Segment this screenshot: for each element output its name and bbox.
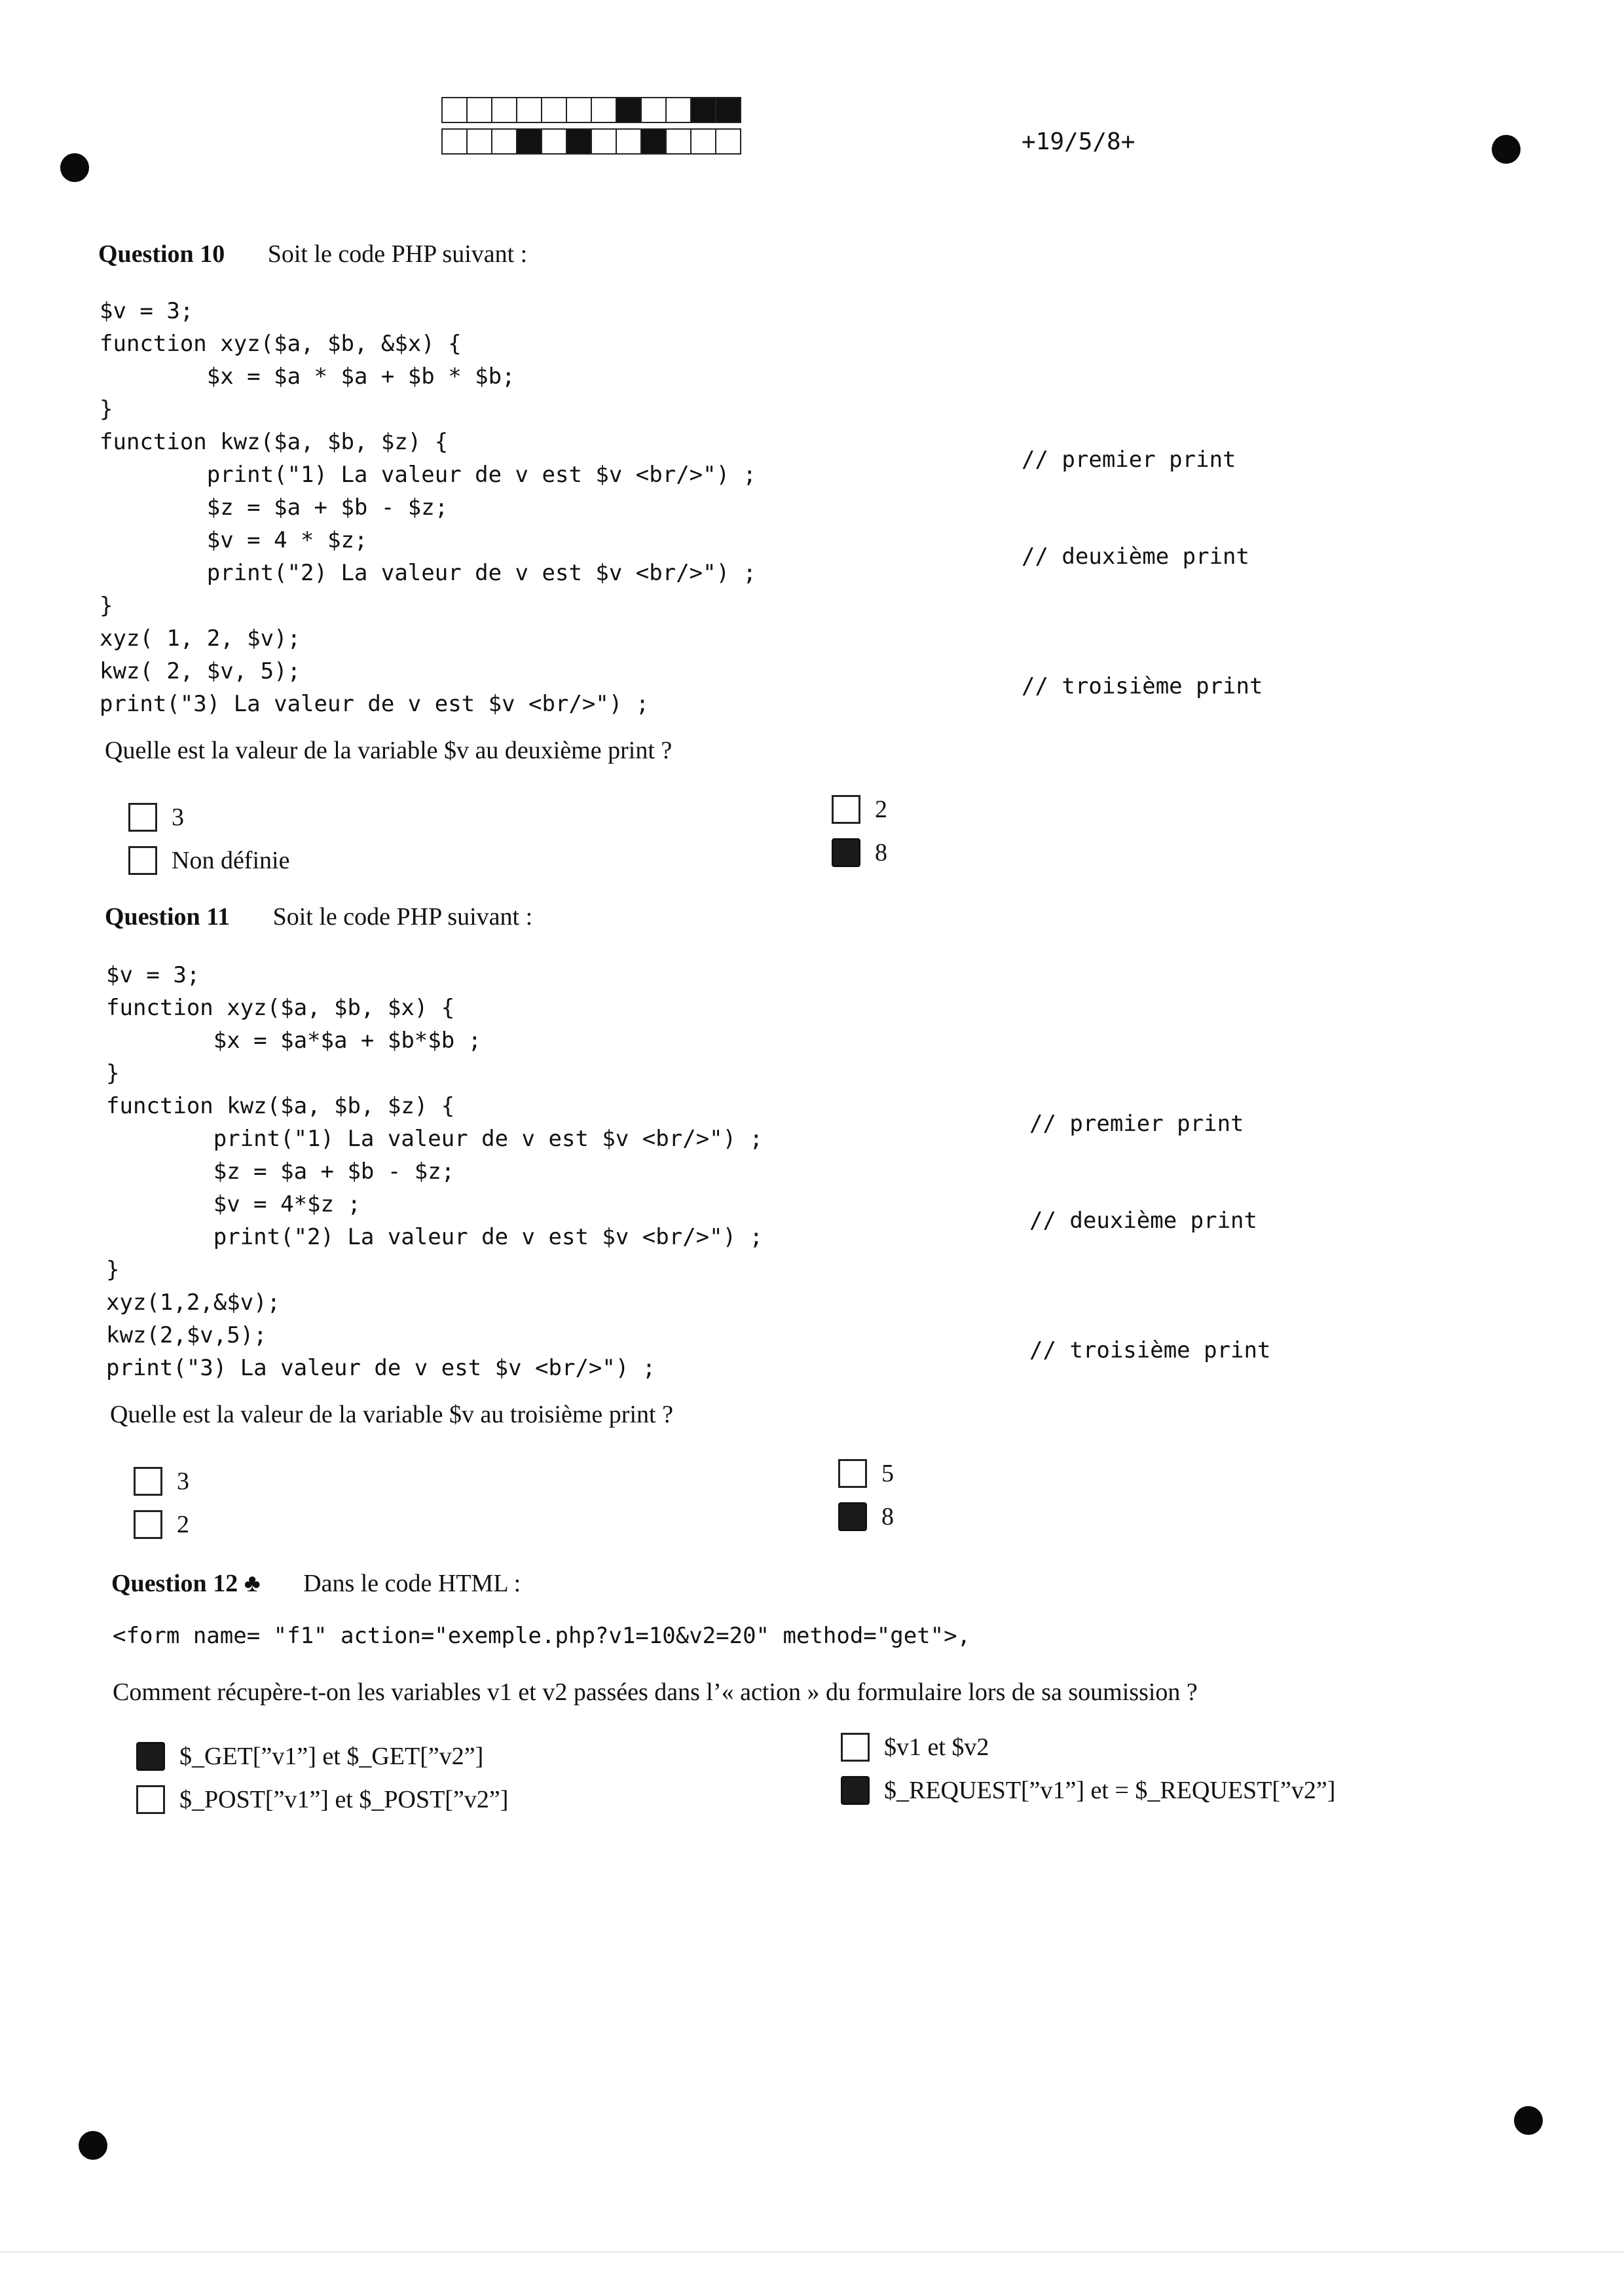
code-line: xyz(1,2,&$v);	[106, 1289, 281, 1316]
q12-question: Comment récupère-t-on les variables v1 et v2 passées dans l’« action » du formulaire lors de sa soumission ?	[113, 1678, 1198, 1706]
checkbox[interactable]	[128, 846, 157, 875]
code-box	[566, 97, 592, 123]
code-line: $v = 4 * $z;	[206, 527, 368, 553]
option-label: $_GET[”v1”] et $_GET[”v2”]	[179, 1743, 484, 1770]
checkbox[interactable]	[832, 838, 860, 867]
code-line: }	[100, 593, 113, 619]
code-line: kwz( 2, $v, 5);	[100, 658, 301, 684]
code-box	[541, 97, 567, 123]
checkbox[interactable]	[136, 1742, 165, 1771]
q11-option-2[interactable]	[134, 1510, 189, 1539]
code-line: $x = $a * $a + $b * $b;	[206, 363, 515, 390]
question-intro: Soit le code PHP suivant :	[267, 240, 528, 268]
code-line: }	[100, 396, 113, 422]
q11-question: Quelle est la valeur de la variable $v au troisième print ?	[110, 1401, 673, 1428]
option-label: $v1 et $v2	[884, 1733, 989, 1761]
code-line: function kwz($a, $b, $z) {	[100, 429, 449, 455]
question-11-header	[105, 902, 532, 931]
code-line: $x = $a*$a + $b*$b ;	[213, 1028, 482, 1054]
code-box	[690, 97, 716, 123]
question-number: Question 12 ♣	[111, 1570, 261, 1597]
option-label: 8	[875, 839, 887, 866]
question-intro: Dans le code HTML :	[303, 1570, 521, 1597]
code-box	[616, 128, 642, 155]
code-box	[441, 128, 468, 155]
q11-code-block	[106, 959, 763, 1384]
code-box	[516, 97, 542, 123]
checkbox[interactable]	[128, 803, 157, 832]
code-line: kwz(2,$v,5);	[106, 1322, 267, 1348]
code-line: $v = 3;	[100, 298, 194, 324]
checkbox[interactable]	[838, 1502, 867, 1531]
checkbox[interactable]	[134, 1467, 162, 1496]
checkbox[interactable]	[838, 1459, 867, 1488]
code-line: print("3) La valeur de v est $v <br/>") ;	[100, 691, 650, 717]
code-box	[516, 128, 542, 155]
checkbox[interactable]	[832, 795, 860, 824]
code-box	[640, 128, 667, 155]
code-line: function xyz($a, $b, $x) {	[106, 995, 455, 1021]
code-line: print("1) La valeur de v est $v <br/>") ;	[213, 1126, 764, 1152]
q10-option-2[interactable]	[832, 795, 887, 824]
code-line: print("3) La valeur de v est $v <br/>") ;	[106, 1355, 656, 1381]
option-label: 2	[177, 1511, 189, 1538]
q11-comment-deuxieme: // deuxième print	[1029, 1208, 1257, 1234]
registration-mark-bottom-left	[79, 2131, 107, 2160]
checkbox[interactable]	[841, 1776, 870, 1805]
student-code-row-2	[441, 128, 740, 155]
option-label: 5	[881, 1460, 894, 1487]
code-box	[441, 97, 468, 123]
code-box	[541, 128, 567, 155]
student-code-row-1	[441, 97, 740, 123]
registration-mark-top-right	[1492, 135, 1521, 164]
question-10-header	[98, 240, 527, 268]
code-box	[616, 97, 642, 123]
q10-question: Quelle est la valeur de la variable $v au deuxième print ?	[105, 737, 673, 764]
q11-option-5[interactable]	[838, 1459, 894, 1488]
option-label: $_POST[”v1”] et $_POST[”v2”]	[179, 1786, 509, 1813]
code-box	[591, 128, 617, 155]
code-line: print("1) La valeur de v est $v <br/>") ;	[206, 462, 757, 488]
question-number: Question 11	[105, 903, 231, 931]
q11-comment-troisieme: // troisième print	[1029, 1337, 1271, 1363]
checkbox[interactable]	[841, 1733, 870, 1762]
checkbox[interactable]	[134, 1510, 162, 1539]
registration-mark-top-left	[60, 153, 89, 182]
option-label: 3	[177, 1468, 189, 1495]
q10-option-non-definie[interactable]	[128, 846, 289, 875]
code-box	[665, 128, 692, 155]
option-label: 2	[875, 796, 887, 823]
q12-option-request[interactable]	[841, 1776, 1335, 1805]
q10-option-8[interactable]	[832, 838, 887, 867]
q10-comment-deuxieme: // deuxième print	[1022, 544, 1249, 570]
code-line: function kwz($a, $b, $z) {	[106, 1093, 455, 1119]
q12-code-line: <form name= "f1" action="exemple.php?v1=10&v2=20" method="get">,	[113, 1623, 971, 1649]
code-box	[466, 97, 492, 123]
code-line: function xyz($a, $b, &$x) {	[100, 331, 462, 357]
code-box	[566, 128, 592, 155]
code-line: $z = $a + $b - $z;	[213, 1158, 455, 1185]
code-line: xyz( 1, 2, $v);	[100, 625, 301, 652]
q11-comment-premier: // premier print	[1029, 1111, 1244, 1137]
q10-code-block	[100, 295, 756, 720]
question-intro: Soit le code PHP suivant :	[272, 903, 533, 931]
registration-mark-bottom-right	[1514, 2106, 1543, 2135]
option-label: 8	[881, 1503, 894, 1530]
q10-comment-premier: // premier print	[1022, 447, 1236, 473]
q10-comment-troisieme: // troisième print	[1022, 673, 1263, 699]
option-label: $_REQUEST[”v1”] et = $_REQUEST[”v2”]	[884, 1777, 1336, 1804]
q11-option-3[interactable]	[134, 1467, 189, 1496]
code-box	[466, 128, 492, 155]
code-box	[715, 128, 741, 155]
code-box	[640, 97, 667, 123]
page-identifier: +19/5/8+	[1022, 128, 1135, 155]
option-label: 3	[172, 804, 184, 831]
code-line: print("2) La valeur de v est $v <br/>") ;	[206, 560, 757, 586]
question-number: Question 10	[98, 240, 225, 268]
code-box	[665, 97, 692, 123]
code-box	[491, 128, 517, 155]
q12-option-vars[interactable]	[841, 1733, 989, 1762]
code-box	[591, 97, 617, 123]
scan-edge-line	[0, 2251, 1624, 2253]
q12-option-get[interactable]	[136, 1742, 483, 1771]
question-12-header	[111, 1569, 521, 1598]
code-line: $v = 3;	[106, 962, 200, 988]
code-box	[491, 97, 517, 123]
code-line: $z = $a + $b - $z;	[206, 494, 449, 521]
code-line: $v = 4*$z ;	[213, 1191, 361, 1217]
q11-option-8[interactable]	[838, 1502, 894, 1531]
q12-option-post[interactable]	[136, 1785, 508, 1814]
code-line: print("2) La valeur de v est $v <br/>") ;	[213, 1224, 764, 1250]
option-label: Non définie	[172, 847, 290, 874]
code-line: }	[106, 1060, 120, 1086]
q10-option-3[interactable]	[128, 803, 184, 832]
code-line: }	[106, 1257, 120, 1283]
checkbox[interactable]	[136, 1785, 165, 1814]
code-box	[715, 97, 741, 123]
code-box	[690, 128, 716, 155]
